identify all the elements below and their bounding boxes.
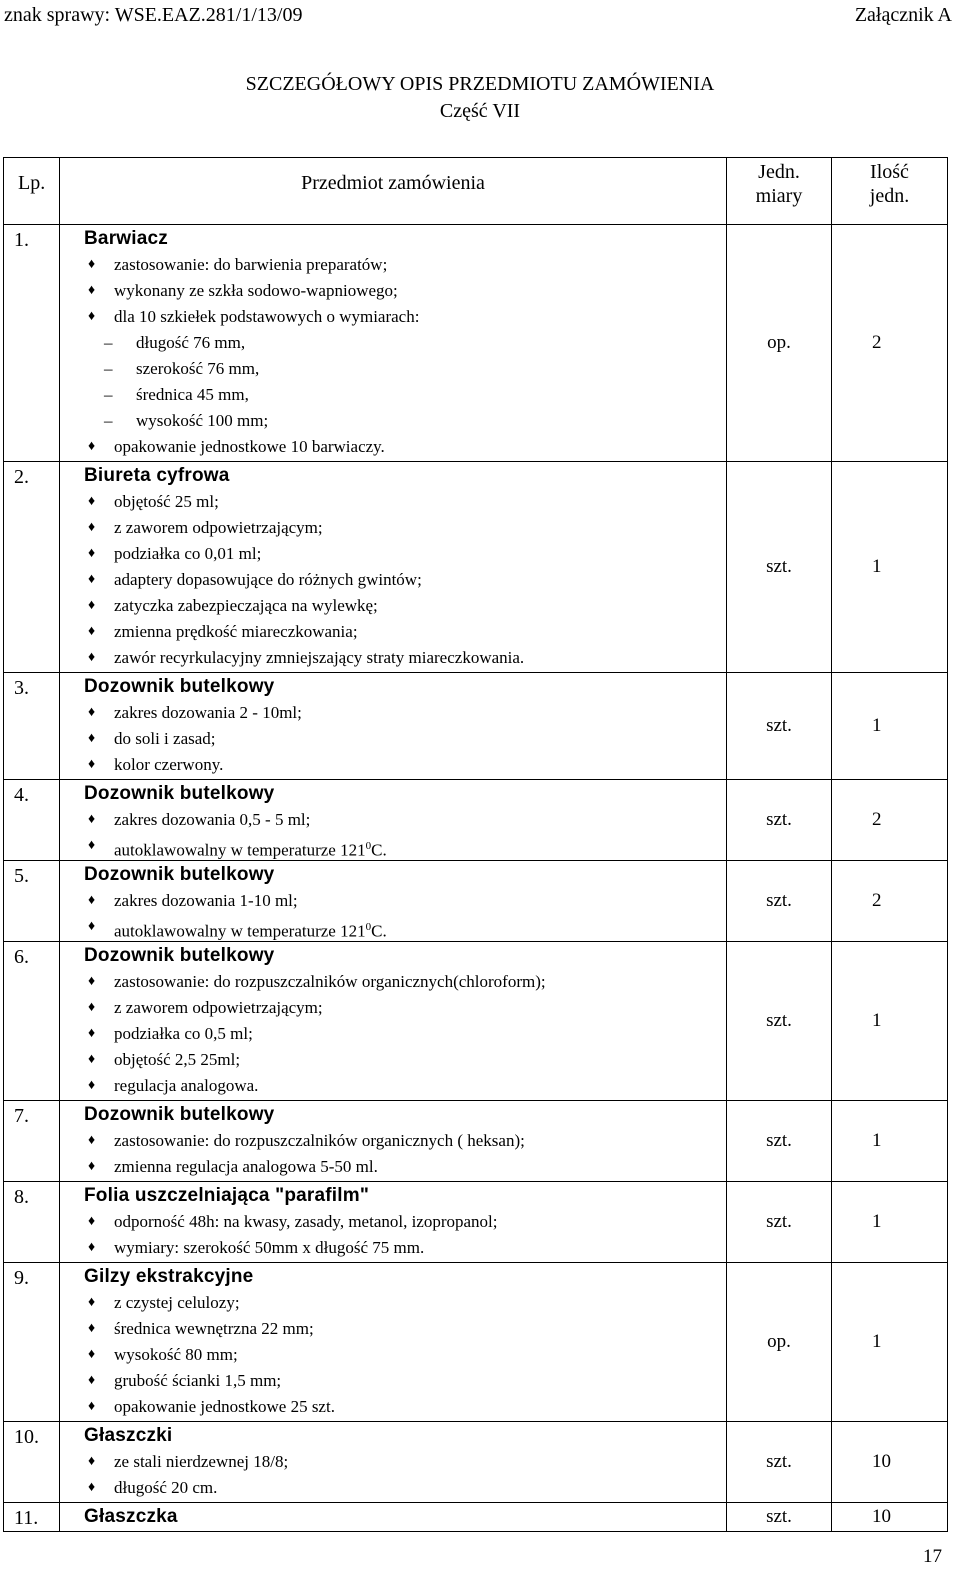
feature-text: opakowanie jednostkowe 25 szt. [114,1397,335,1416]
feature-text: ze stali nierdzewnej 18/8; [114,1452,289,1471]
diamond-bullet-icon: ♦ [88,1454,96,1469]
item-description [60,780,727,861]
feature-text: autoklawowalny w temperaturze 121 [114,840,366,860]
header-unit-line2: miary [755,185,803,207]
row-number: 2. [4,462,60,673]
quantity: 10 [832,1422,948,1503]
feature-text: wymiary: szerokość 50mm x długość 75 mm. [114,1238,425,1257]
list-item [88,383,726,409]
list-item [88,409,726,435]
diamond-bullet-icon: ♦ [88,705,96,720]
list-item [88,490,726,516]
diamond-bullet-icon: ♦ [88,1133,96,1148]
diamond-bullet-icon: ♦ [88,598,96,613]
table-row [4,1503,948,1532]
list-item [88,701,726,727]
quantity: 1 [832,1263,948,1422]
quantity: 2 [832,861,948,942]
diamond-bullet-icon: ♦ [88,1000,96,1015]
row-number: 3. [4,673,60,780]
unit-of-measure: szt. [727,1503,832,1532]
table-row [4,942,948,1101]
list-item [88,253,726,279]
diamond-bullet-icon: ♦ [88,309,96,324]
feature-text: długość 76 mm, [136,333,246,352]
table-row [4,1422,948,1503]
table-row [4,1263,948,1422]
row-number: 4. [4,780,60,861]
list-item [88,808,726,834]
table-body [4,225,948,1532]
unit-of-measure: szt. [727,673,832,780]
item-description [60,861,727,942]
feature-text: kolor czerwony. [114,755,224,774]
list-item [88,305,726,331]
document-subtitle: Część VII [439,100,521,122]
diamond-bullet-icon: ♦ [88,624,96,639]
feature-text: zastosowanie: do rozpuszczalników organicznych(chloroform); [114,972,546,991]
item-name: Folia uszczelniająca "parafilm" [84,1185,370,1206]
diamond-bullet-icon: ♦ [88,1373,96,1388]
diamond-bullet-icon: ♦ [88,812,96,827]
list-item [88,1210,726,1236]
feature-text: dla 10 szkiełek podstawowych o wymiarach: [114,307,420,326]
feature-text: zastosowanie: do rozpuszczalników organicznych ( heksan); [114,1131,525,1150]
feature-list [60,1129,726,1181]
feature-text: zmienna prędkość miareczkowania; [114,622,358,641]
list-item [88,331,726,357]
list-item [88,1476,726,1502]
feature-text: zatyczka zabezpieczająca na wylewkę; [114,596,378,615]
diamond-bullet-icon: ♦ [88,494,96,509]
feature-text: wysokość 80 mm; [114,1345,238,1364]
row-number: 11. [4,1503,60,1532]
table-row [4,462,948,673]
feature-text: z czystej celulozy; [114,1293,240,1312]
diamond-bullet-icon: ♦ [88,1399,96,1414]
diamond-bullet-icon: ♦ [88,893,96,908]
list-item [88,1048,726,1074]
dash-icon: – [104,411,113,430]
item-name: Głaszczki [84,1425,173,1446]
item-description [60,1503,727,1532]
item-name: Dozownik butelkowy [84,783,275,804]
item-description [60,1182,727,1263]
feature-text: autoklawowalny w temperaturze 121 [114,921,366,941]
quantity: 1 [832,942,948,1101]
feature-text: wysokość 100 mm; [136,411,269,430]
feature-text: z zaworem odpowietrzającym; [114,998,323,1017]
feature-text: podziałka co 0,5 ml; [114,1024,253,1043]
diamond-bullet-icon: ♦ [88,1295,96,1310]
diamond-bullet-icon: ♦ [88,1214,96,1229]
list-item [88,357,726,383]
list-item [88,1074,726,1100]
row-number: 10. [4,1422,60,1503]
feature-list [60,1210,726,1262]
header-unit-line1: Jedn. [758,161,800,183]
feature-text: średnica 45 mm, [136,385,249,404]
list-item [88,1343,726,1369]
diamond-bullet-icon: ♦ [88,919,96,934]
feature-list [60,253,726,461]
quantity: 1 [832,1182,948,1263]
unit-of-measure: szt. [727,942,832,1101]
feature-text: długość 20 cm. [114,1478,218,1497]
diamond-bullet-icon: ♦ [88,731,96,746]
feature-text: opakowanie jednostkowe 10 barwiaczy. [114,437,385,456]
diamond-bullet-icon: ♦ [88,520,96,535]
annex-label: Załącznik A [854,4,952,26]
degree-superscript: 0 [365,921,372,933]
document-header [4,4,952,34]
list-item [88,594,726,620]
diamond-bullet-icon: ♦ [88,1078,96,1093]
list-item [88,646,726,672]
diamond-bullet-icon: ♦ [88,1480,96,1495]
feature-list [60,808,726,860]
unit-of-measure: szt. [727,780,832,861]
list-item [88,435,726,461]
feature-text: z zaworem odpowietrzającym; [114,518,323,537]
item-name: Gilzy ekstrakcyjne [84,1266,254,1287]
feature-text: wykonany ze szkła sodowo-wapniowego; [114,281,398,300]
quantity: 1 [832,1101,948,1182]
feature-list [60,1291,726,1421]
diamond-bullet-icon: ♦ [88,650,96,665]
quantity: 1 [832,673,948,780]
unit-of-measure: szt. [727,861,832,942]
diamond-bullet-icon: ♦ [88,283,96,298]
feature-text: zastosowanie: do barwienia preparatów; [114,255,388,274]
feature-text: do soli i zasad; [114,729,216,748]
item-name: Dozownik butelkowy [84,864,275,885]
list-item [88,915,726,941]
list-item [88,1236,726,1262]
diamond-bullet-icon: ♦ [88,974,96,989]
page-number: 17 [923,1546,942,1567]
list-item [88,542,726,568]
feature-text: zakres dozowania 0,5 - 5 ml; [114,810,311,829]
header-description: Przedmiot zamówienia [60,158,727,225]
list-item [88,970,726,996]
list-item [88,1317,726,1343]
case-number: znak sprawy: WSE.EAZ.281/1/13/09 [4,4,303,26]
item-description [60,673,727,780]
item-description [60,1422,727,1503]
list-item [88,834,726,860]
row-number: 9. [4,1263,60,1422]
list-item [88,279,726,305]
item-description [60,225,727,462]
header-quantity [832,158,948,225]
unit-of-measure: szt. [727,1422,832,1503]
diamond-bullet-icon: ♦ [88,572,96,587]
diamond-bullet-icon: ♦ [88,1159,96,1174]
dash-icon: – [104,333,113,352]
diamond-bullet-icon: ♦ [88,1026,96,1041]
degree-superscript: 0 [365,840,372,852]
item-description [60,942,727,1101]
quantity: 1 [832,462,948,673]
table-row [4,673,948,780]
quantity: 2 [832,225,948,462]
quantity: 10 [832,1503,948,1532]
header-lp: Lp. [4,158,60,225]
feature-text: objętość 25 ml; [114,492,219,511]
list-item [88,1291,726,1317]
header-qty-line1: Ilość [870,161,909,183]
item-name: Głaszczka [84,1506,178,1527]
item-name: Dozownik butelkowy [84,945,275,966]
document-title: SZCZEGÓŁOWY OPIS PRZEDMIOTU ZAMÓWIENIA [245,73,715,95]
specification-table [3,157,948,1532]
feature-list [60,701,726,779]
unit-of-measure: op. [727,1263,832,1422]
quantity: 2 [832,780,948,861]
list-item [88,1369,726,1395]
list-item [88,1395,726,1421]
list-item [88,1022,726,1048]
feature-text: zmienna regulacja analogowa 5-50 ml. [114,1157,378,1176]
item-description [60,1101,727,1182]
table-header-row [4,158,948,225]
feature-list [60,889,726,941]
diamond-bullet-icon: ♦ [88,1052,96,1067]
diamond-bullet-icon: ♦ [88,757,96,772]
table-row [4,861,948,942]
unit-of-measure: szt. [727,1182,832,1263]
feature-list [60,1450,726,1502]
row-number: 8. [4,1182,60,1263]
table-row [4,1101,948,1182]
feature-text: zakres dozowania 2 - 10ml; [114,703,302,722]
header-qty-line2: jedn. [869,185,910,207]
item-description [60,1263,727,1422]
feature-text: grubość ścianki 1,5 mm; [114,1371,282,1390]
row-number: 1. [4,225,60,462]
table-row [4,1182,948,1263]
diamond-bullet-icon: ♦ [88,838,96,853]
feature-text-tail: C. [371,921,387,941]
dash-icon: – [104,359,113,378]
row-number: 5. [4,861,60,942]
list-item [88,1129,726,1155]
feature-list [60,490,726,672]
diamond-bullet-icon: ♦ [88,1321,96,1336]
diamond-bullet-icon: ♦ [88,1240,96,1255]
list-item [88,1155,726,1181]
list-item [88,516,726,542]
unit-of-measure: op. [727,225,832,462]
feature-text-tail: C. [371,840,387,860]
item-description [60,462,727,673]
dash-icon: – [104,385,113,404]
row-number: 7. [4,1101,60,1182]
feature-text: adaptery dopasowujące do różnych gwintów; [114,570,422,589]
feature-text: podziałka co 0,01 ml; [114,544,262,563]
list-item [88,753,726,779]
diamond-bullet-icon: ♦ [88,1347,96,1362]
feature-list [60,970,726,1100]
feature-text: średnica wewnętrzna 22 mm; [114,1319,314,1338]
feature-text: szerokość 76 mm, [136,359,260,378]
table-row [4,225,948,462]
feature-text: odporność 48h: na kwasy, zasady, metanol, izopropanol; [114,1212,498,1231]
list-item [88,568,726,594]
header-unit [727,158,832,225]
table-row [4,780,948,861]
row-number: 6. [4,942,60,1101]
item-name: Biureta cyfrowa [84,465,230,486]
feature-text: objętość 2,5 25ml; [114,1050,241,1069]
item-name: Dozownik butelkowy [84,1104,275,1125]
item-name: Dozownik butelkowy [84,676,275,697]
unit-of-measure: szt. [727,462,832,673]
list-item [88,1450,726,1476]
feature-text: regulacja analogowa. [114,1076,259,1095]
feature-text: zakres dozowania 1-10 ml; [114,891,298,910]
item-name: Barwiacz [84,228,168,249]
diamond-bullet-icon: ♦ [88,257,96,272]
diamond-bullet-icon: ♦ [88,439,96,454]
list-item [88,620,726,646]
diamond-bullet-icon: ♦ [88,546,96,561]
list-item [88,996,726,1022]
list-item [88,889,726,915]
list-item [88,727,726,753]
feature-text: zawór recyrkulacyjny zmniejszający straty miareczkowania. [114,648,525,667]
unit-of-measure: szt. [727,1101,832,1182]
